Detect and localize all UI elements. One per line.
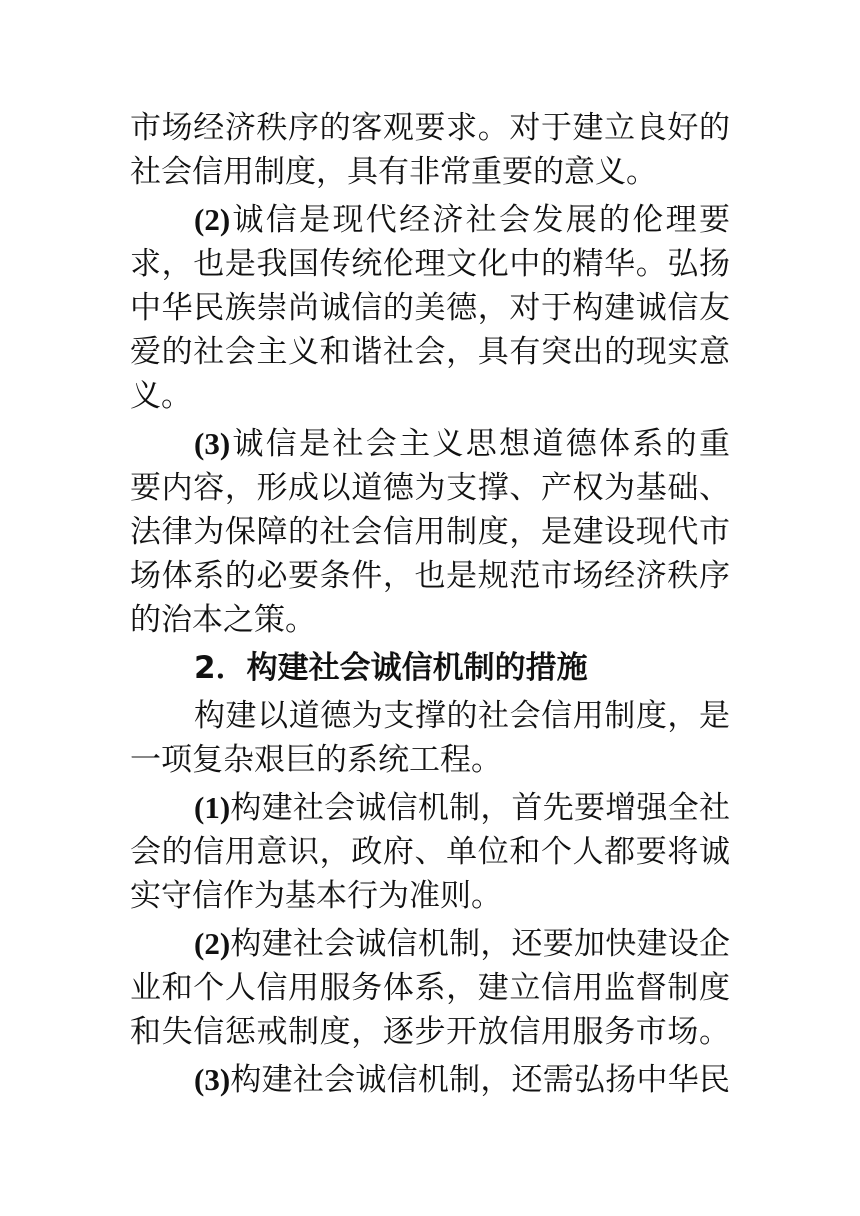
text-line: 场体系的必要条件，也是规范市场经济秩序 [130, 558, 730, 594]
paragraph-start-line: (1)构建社会诚信机制，首先要增强全社 [194, 790, 730, 826]
text-line: 会的信用意识，政府、单位和个人都要将诚 [130, 834, 730, 870]
paragraph-start-line: (2)诚信是现代经济社会发展的伦理要 [194, 202, 730, 238]
text-line: 求，也是我国传统伦理文化中的精华。弘扬 [130, 246, 730, 282]
text-line: 业和个人信用服务体系，建立信用监督制度 [130, 970, 730, 1006]
paragraph-start-line: (3)诚信是社会主义思想道德体系的重 [194, 426, 730, 462]
paragraph-start-line: (2)构建社会诚信机制，还要加快建设企 [194, 926, 730, 962]
text-line: 实守信作为基本行为准则。 [130, 878, 502, 914]
text-line: 爱的社会主义和谐社会，具有突出的现实意 [130, 334, 730, 370]
item-number: (2) [194, 202, 231, 237]
item-number: (1) [194, 790, 231, 825]
section-heading: 2．构建社会诚信机制的措施 [194, 650, 588, 686]
paragraph-start-line: 构建以道德为支撑的社会信用制度，是 [194, 698, 730, 734]
text-line: 的治本之策。 [130, 602, 316, 638]
text-line: 法律为保障的社会信用制度，是建设现代市 [130, 514, 730, 550]
item-number: (3) [194, 426, 231, 461]
text-line: 要内容，形成以道德为支撑、产权为基础、 [130, 470, 730, 506]
text-line: 一项复杂艰巨的系统工程。 [130, 742, 502, 778]
text-line: 社会信用制度，具有非常重要的意义。 [130, 154, 657, 190]
text-line: 义。 [130, 378, 192, 414]
text-line: 中华民族崇尚诚信的美德，对于构建诚信友 [130, 290, 730, 326]
paragraph-start-line: (3)构建社会诚信机制，还需弘扬中华民 [194, 1062, 730, 1098]
text-line: 和失信惩戒制度，逐步开放信用服务市场。 [130, 1014, 730, 1050]
item-number: (3) [194, 1062, 231, 1097]
item-number: (2) [194, 926, 231, 961]
text-line: 市场经济秩序的客观要求。对于建立良好的 [130, 110, 730, 146]
